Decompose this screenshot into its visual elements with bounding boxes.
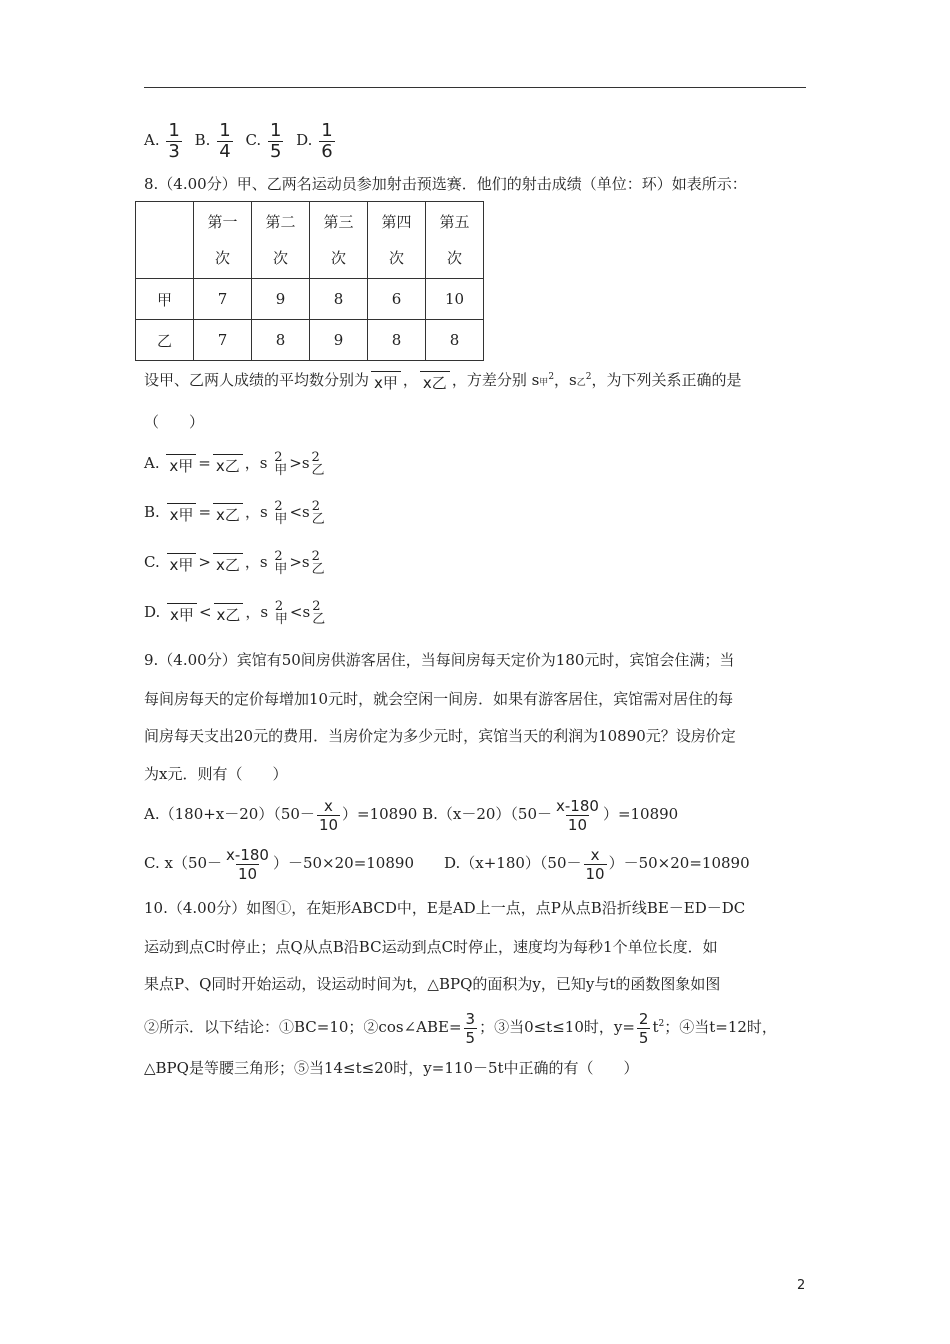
fraction: $\frac{1}{6}$ [321, 119, 333, 162]
score-table [135, 201, 484, 361]
table-header-cell: 第四 次 [368, 202, 426, 279]
q8-relation-text: 设甲、乙两人成绩的平均数分别为 x甲 ， x乙 ，方差分别 s甲$^2$，s乙$^2$，为下列关系正确的是 [144, 371, 742, 392]
q8-paren: （ ） [144, 413, 205, 431]
mean-jia: x甲 [371, 371, 401, 391]
table-row [136, 279, 484, 320]
fraction: $\frac{2}{5}$ [638, 1009, 649, 1047]
fraction: $\frac{x-180}{10}$ [556, 796, 599, 834]
fraction: $\frac{x-180}{10}$ [226, 845, 269, 883]
fraction: $\frac{x}{10}$ [585, 845, 605, 883]
q10-line: 运动到点C时停止；点Q从点B沿BC运动到点C时停止，速度均为每秒1个单位长度．如 [144, 938, 718, 956]
q9-line: 为x元．则有（ ） [144, 765, 288, 783]
table-header-cell: 第一 次 [194, 202, 252, 279]
table-header-cell: 第三 次 [310, 202, 368, 279]
fraction: $\frac{1}{5}$ [269, 119, 282, 162]
table-cell: 10 [426, 279, 484, 320]
table-cell: 7 [194, 279, 252, 320]
q10-line-4: ②所示．以下结论：①BC=10；②cos∠ABE= $\frac{3}{5}$ ；③当0≤t≤10时，y= $\frac{2}{5}$ $t^2$；④当t=12时， [144, 1009, 777, 1047]
q9-line: 每间房每天的定价每增加10元时，就会空闲一间房．如果有游客居住，宾馆需对居住的每 [144, 690, 734, 708]
table-header-cell: 第五 次 [426, 202, 484, 279]
q8-option-d: D. x甲 < x乙 ，s 2 甲 <s 2 乙 [144, 599, 326, 627]
table-row-name: 甲 [136, 279, 194, 320]
q9-line: 间房每天支出20元的费用．当房价定为多少元时，宾馆当天的利润为10890元？设房价定 [144, 727, 736, 745]
fraction: $\frac{1}{4}$ [219, 119, 231, 162]
q8-option-b: B. x甲 = x乙 ，s 2 甲 <s 2 乙 [144, 499, 325, 527]
table-cell: 8 [426, 320, 484, 361]
table-cell: 7 [194, 320, 252, 361]
table-cell: 8 [368, 320, 426, 361]
table-corner-cell [136, 202, 194, 279]
option-label: C. [245, 131, 262, 149]
fraction: $\frac{1}{3}$ [168, 119, 180, 162]
page-number: 2 [797, 1278, 806, 1293]
table-cell: 8 [252, 320, 310, 361]
q9-options-ab: A.（180+x－20）（50－ $\frac{x}{10}$ ）=10890 B.（x－20）（50－ $\frac{x-180}{10}$ ）=10890 [144, 796, 679, 834]
q7-options [144, 118, 337, 162]
table-cell: 9 [252, 279, 310, 320]
option-label: D. [296, 131, 313, 149]
q10-line: 10.（4.00分）如图①，在矩形ABCD中，E是AD上一点，点P从点B沿折线BE－ED－DC [144, 899, 746, 917]
q9-options-cd: C. x（50－ $\frac{x-180}{10}$ ）－50×20=10890 D.（x+180）（50－ $\frac{x}{10}$ ）－50×20=10890 [144, 845, 750, 883]
table-row [136, 320, 484, 361]
table-cell: 9 [310, 320, 368, 361]
table-header-cell: 第二 次 [252, 202, 310, 279]
q10-line: △BPQ是等腰三角形；⑤当14≤t≤20时，y=110－5t中正确的有（ ） [144, 1059, 639, 1077]
table-cell: 6 [368, 279, 426, 320]
option-label: A. [144, 131, 160, 149]
q8-option-a: A. x甲 = x乙 ，s 2 甲 >s 2 乙 [144, 450, 325, 478]
table-row-name: 乙 [136, 320, 194, 361]
table-cell: 8 [310, 279, 368, 320]
option-label: B. [194, 131, 211, 149]
q9-line: 9.（4.00分）宾馆有50间房供游客居住，当每间房每天定价为180元时，宾馆会住满；当 [144, 651, 735, 669]
q10-line: 果点P、Q同时开始运动，设运动时间为t，△BPQ的面积为y，已知y与t的函数图象如图 [144, 975, 721, 993]
fraction: $\frac{3}{5}$ [465, 1009, 476, 1047]
fraction: $\frac{x}{10}$ [318, 796, 339, 834]
mean-yi: x乙 [420, 371, 450, 391]
q8-stem: 8.（4.00分）甲、乙两名运动员参加射击预选赛．他们的射击成绩（单位：环）如表所示： [144, 175, 747, 193]
q8-option-c: C. x甲 > x乙 ，s 2 甲 >s 2 乙 [144, 549, 325, 577]
header-rule [144, 87, 806, 88]
